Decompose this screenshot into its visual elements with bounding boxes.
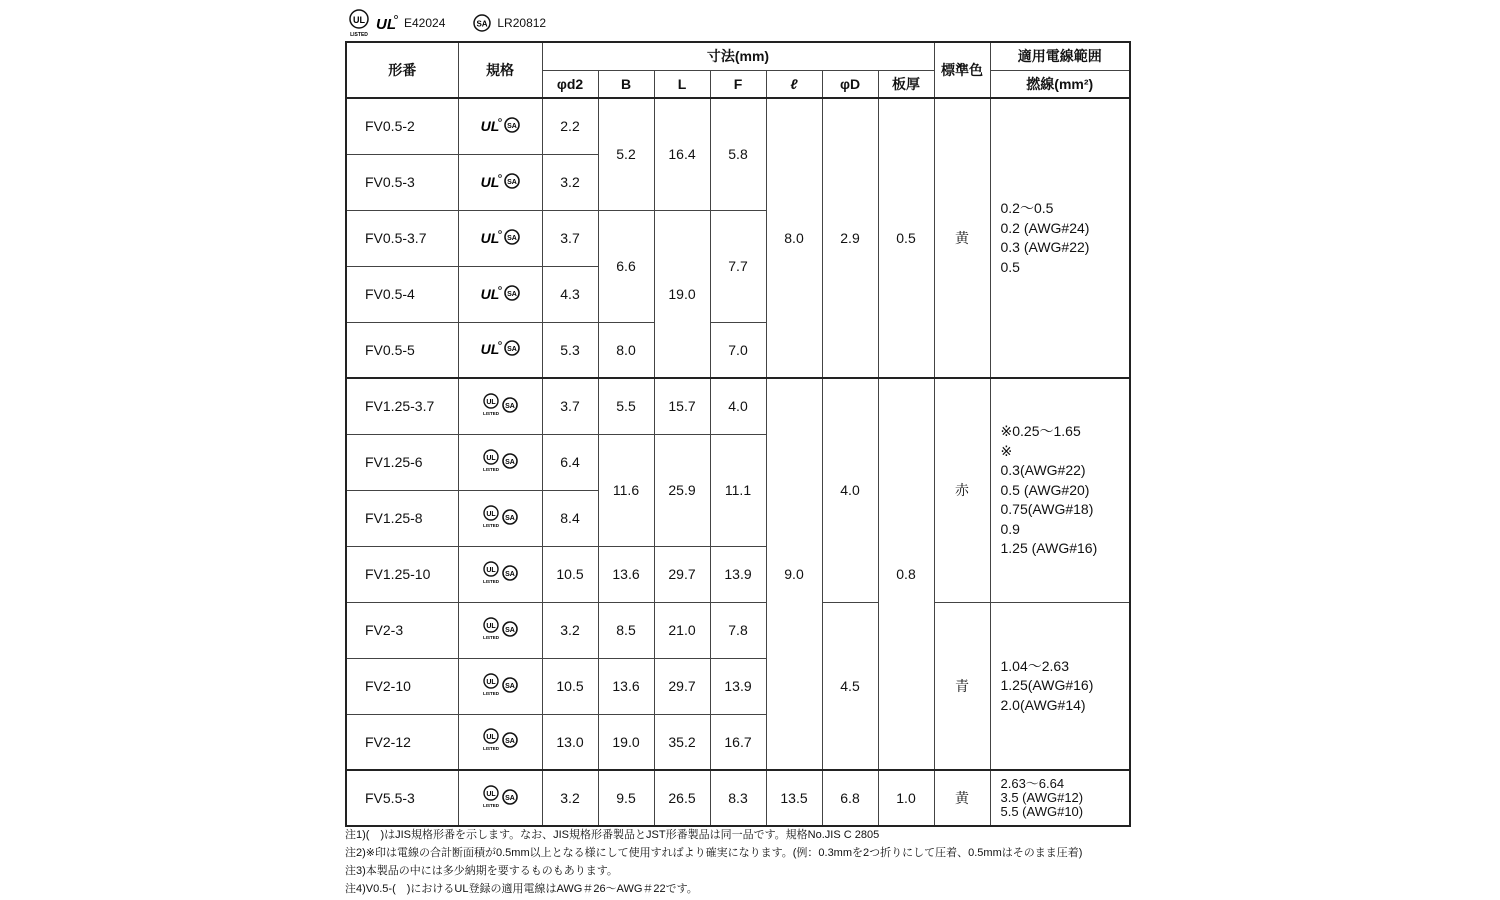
csa-icon (502, 564, 518, 582)
ul-recognized-icon (376, 14, 398, 32)
standard-cell (458, 210, 542, 266)
svg-text:SA: SA (505, 458, 515, 466)
f-cell: 11.1 (710, 434, 766, 546)
header-ell: ℓ (766, 70, 822, 98)
header-wire-range: 適用電線範囲 (990, 42, 1130, 70)
ell-cell: 13.5 (766, 770, 822, 826)
csa-icon (504, 228, 520, 246)
wire-range-cell (990, 378, 1130, 602)
b-cell: 9.5 (598, 770, 654, 826)
ul-listed-icon (482, 449, 500, 473)
standard-cell (458, 378, 542, 434)
ell-cell: 9.0 (766, 378, 822, 770)
csa-icon (502, 620, 518, 638)
footnotes (345, 826, 1082, 898)
model-cell: FV1.25-8 (346, 490, 458, 546)
d-cell: 4.0 (822, 378, 878, 602)
csa-icon (504, 284, 520, 302)
ul-recognized-icon (480, 116, 502, 134)
svg-text:SA: SA (505, 570, 515, 578)
footnote: 注4)V0.5-( )におけるUL登録の適用電線はAWG＃26～AWG＃22です。 (345, 883, 698, 895)
wire-range-cell (990, 98, 1130, 378)
table-row (346, 770, 1130, 826)
svg-text:UL: UL (486, 678, 496, 686)
d2-cell: 8.4 (542, 490, 598, 546)
csa-icon (504, 116, 520, 134)
l-cell: 29.7 (654, 546, 710, 602)
svg-text:SA: SA (507, 122, 517, 130)
csa-icon (504, 172, 520, 190)
d2-cell: 4.3 (542, 266, 598, 322)
b-cell: 13.6 (598, 546, 654, 602)
ul-listed-icon (482, 561, 500, 585)
color-cell: 黄 (934, 98, 990, 378)
csa-icon (502, 452, 518, 470)
svg-text:LISTED: LISTED (350, 32, 368, 37)
thickness-cell: 0.5 (878, 98, 934, 378)
ul-listed-icon (482, 673, 500, 697)
f-cell: 7.7 (710, 210, 766, 322)
b-cell: 8.5 (598, 602, 654, 658)
svg-text:LISTED: LISTED (482, 410, 500, 416)
svg-text:LISTED: LISTED (482, 746, 500, 752)
ul-file-number: E42024 (404, 16, 446, 30)
f-cell: 5.8 (710, 98, 766, 210)
d2-cell: 10.5 (542, 658, 598, 714)
model-cell: FV1.25-10 (346, 546, 458, 602)
table-row (346, 602, 1130, 658)
wire-range-line: 0.2 (AWG#24) (1000, 219, 1090, 236)
spec-table (345, 41, 1131, 827)
svg-text:LISTED: LISTED (482, 634, 500, 640)
thickness-cell: 0.8 (878, 378, 934, 770)
wire-range-line: 1.25(AWG#16) (1000, 677, 1094, 693)
color-cell: 赤 (934, 378, 990, 602)
standard-cell (458, 770, 542, 826)
svg-text:SA: SA (505, 794, 515, 802)
table-row (346, 98, 1130, 154)
header-standard: 規格 (458, 42, 542, 98)
svg-text:UL: UL (486, 622, 496, 630)
standard-cell (458, 658, 542, 714)
footnote: 注2)※印は電線の合計断面積が0.5mm以上となる様にして使用すればより確実になります。(例：0.3mmを2つ折りにして圧着、0.5mmはそのまま圧着) (345, 847, 1083, 859)
ell-cell: 8.0 (766, 98, 822, 378)
header-b: B (598, 70, 654, 98)
b-cell: 13.6 (598, 658, 654, 714)
d-cell: 4.5 (822, 602, 878, 770)
l-cell: 21.0 (654, 602, 710, 658)
thickness-cell: 1.0 (878, 770, 934, 826)
svg-text:UL: UL (480, 341, 500, 358)
standard-cell (458, 546, 542, 602)
f-cell: 13.9 (710, 658, 766, 714)
svg-text:SA: SA (507, 178, 517, 186)
svg-text:SA: SA (507, 346, 517, 354)
model-cell: FV1.25-3.7 (346, 378, 458, 434)
svg-text:LISTED: LISTED (482, 466, 500, 472)
ul-listed-icon (482, 617, 500, 641)
d2-cell: 3.2 (542, 602, 598, 658)
l-cell: 26.5 (654, 770, 710, 826)
l-cell: 15.7 (654, 378, 710, 434)
header-d2: φd2 (542, 70, 598, 98)
d2-cell: 3.7 (542, 210, 598, 266)
wire-range-line: 0.3 (AWG#22) (1000, 239, 1090, 255)
b-cell: 5.2 (598, 98, 654, 210)
wire-range-cell (990, 602, 1130, 770)
f-cell: 16.7 (710, 714, 766, 770)
wire-range-line: 0.5 (AWG#20) (1000, 481, 1090, 498)
svg-text:UL: UL (486, 454, 496, 462)
csa-icon (502, 508, 518, 526)
header-model: 形番 (346, 42, 458, 98)
svg-text:UL: UL (486, 398, 496, 406)
b-cell: 11.6 (598, 434, 654, 546)
model-cell: FV5.5-3 (346, 770, 458, 826)
svg-text:SA: SA (505, 682, 515, 690)
certification-line (348, 8, 546, 38)
ul-listed-icon (482, 393, 500, 417)
f-cell: 8.3 (710, 770, 766, 826)
d-cell: 2.9 (822, 98, 878, 378)
svg-text:SA: SA (505, 402, 515, 410)
model-cell: FV0.5-3.7 (346, 210, 458, 266)
header-d: φD (822, 70, 878, 98)
d2-cell: 3.2 (542, 770, 598, 826)
standard-cell (458, 434, 542, 490)
d2-cell: 3.7 (542, 378, 598, 434)
ul-listed-icon (482, 728, 500, 752)
table-row (346, 378, 1130, 434)
standard-cell (458, 322, 542, 378)
svg-text:UL: UL (480, 173, 500, 190)
ul-listed-icon (348, 9, 370, 37)
model-cell: FV2-10 (346, 658, 458, 714)
wire-range-cell (990, 770, 1130, 826)
standard-cell (458, 602, 542, 658)
svg-text:SA: SA (507, 234, 517, 242)
ul-recognized-icon (480, 228, 502, 246)
wire-range-line: 0.9 (1000, 520, 1020, 537)
standard-cell (458, 714, 542, 770)
b-cell: 5.5 (598, 378, 654, 434)
wire-range-line: ※0.25～1.65 (1000, 423, 1081, 439)
d2-cell: 3.2 (542, 154, 598, 210)
wire-range-line: 1.04～2.63 (1000, 657, 1069, 674)
model-cell: FV1.25-6 (346, 434, 458, 490)
csa-icon (504, 339, 520, 357)
csa-icon (473, 14, 491, 32)
l-cell: 19.0 (654, 210, 710, 378)
b-cell: 8.0 (598, 322, 654, 378)
svg-text:UL: UL (486, 734, 496, 742)
color-cell: 黄 (934, 770, 990, 826)
f-cell: 4.0 (710, 378, 766, 434)
svg-text:LISTED: LISTED (482, 578, 500, 584)
ul-listed-icon (482, 785, 500, 809)
footnote: 注3)本製品の中には多少納期を要するものもあります。 (345, 865, 618, 877)
csa-icon (502, 676, 518, 694)
b-cell: 6.6 (598, 210, 654, 322)
svg-text:UL: UL (480, 285, 500, 302)
f-cell: 7.0 (710, 322, 766, 378)
standard-cell (458, 266, 542, 322)
header-color: 標準色 (934, 42, 990, 98)
svg-text:LISTED: LISTED (482, 802, 500, 808)
svg-text:SA: SA (505, 514, 515, 522)
svg-text:UL: UL (353, 15, 365, 25)
d2-cell: 6.4 (542, 434, 598, 490)
color-cell: 青 (934, 602, 990, 770)
wire-range-line: 3.5 (AWG#12) (1000, 790, 1084, 805)
d2-cell: 10.5 (542, 546, 598, 602)
svg-text:SA: SA (507, 290, 517, 298)
l-cell: 25.9 (654, 434, 710, 546)
wire-range-line: ※ (1000, 442, 1013, 459)
wire-range-line: 0.5 (1000, 258, 1020, 275)
csa-icon (502, 396, 518, 414)
model-cell: FV0.5-5 (346, 322, 458, 378)
wire-range-line: 2.0(AWG#14) (1000, 696, 1086, 713)
d2-cell: 13.0 (542, 714, 598, 770)
ul-recognized-icon (480, 339, 502, 357)
model-cell: FV2-12 (346, 714, 458, 770)
wire-range-line: 5.5 (AWG#10) (1000, 804, 1084, 819)
csa-file-number: LR20812 (497, 16, 547, 30)
header-thickness: 板厚 (878, 70, 934, 98)
model-cell: FV0.5-3 (346, 154, 458, 210)
csa-icon (502, 788, 518, 806)
svg-text:SA: SA (505, 626, 515, 634)
model-cell: FV2-3 (346, 602, 458, 658)
f-cell: 7.8 (710, 602, 766, 658)
header-stranded: 撚線(mm²) (990, 70, 1130, 98)
header-dimensions: 寸法(mm) (542, 42, 934, 70)
standard-cell (458, 98, 542, 154)
l-cell: 29.7 (654, 658, 710, 714)
f-cell: 13.9 (710, 546, 766, 602)
l-cell: 35.2 (654, 714, 710, 770)
b-cell: 19.0 (598, 714, 654, 770)
svg-text:LISTED: LISTED (482, 522, 500, 528)
svg-text:UL: UL (376, 16, 396, 32)
wire-range-line: 0.2～0.5 (1000, 200, 1054, 216)
wire-range-line: 1.25 (AWG#16) (1000, 540, 1098, 556)
header-f: F (710, 70, 766, 98)
standard-cell (458, 490, 542, 546)
svg-text:UL: UL (486, 790, 496, 798)
svg-text:SA: SA (505, 738, 515, 746)
footnote: 注1)( )はJIS規格形番を示します。なお、JIS規格形番製品とJST形番製品は同一品です。規格No.JIS C 2805 (345, 829, 880, 841)
ul-recognized-icon (480, 284, 502, 302)
ul-recognized-icon (480, 172, 502, 190)
wire-range-line: 0.75(AWG#18) (1000, 501, 1094, 517)
ul-listed-icon (482, 505, 500, 529)
model-cell: FV0.5-2 (346, 98, 458, 154)
l-cell: 16.4 (654, 98, 710, 210)
svg-text:UL: UL (480, 229, 500, 246)
d-cell: 6.8 (822, 770, 878, 826)
svg-text:LISTED: LISTED (482, 690, 500, 696)
standard-cell (458, 154, 542, 210)
csa-icon (502, 731, 518, 749)
svg-text:UL: UL (486, 510, 496, 518)
svg-text:UL: UL (486, 566, 496, 574)
wire-range-line: 2.63～6.64 (1000, 776, 1065, 791)
d2-cell: 2.2 (542, 98, 598, 154)
d2-cell: 5.3 (542, 322, 598, 378)
model-cell: FV0.5-4 (346, 266, 458, 322)
svg-text:SA: SA (476, 19, 488, 29)
svg-text:UL: UL (480, 117, 500, 134)
header-l: L (654, 70, 710, 98)
wire-range-line: 0.3(AWG#22) (1000, 462, 1086, 478)
